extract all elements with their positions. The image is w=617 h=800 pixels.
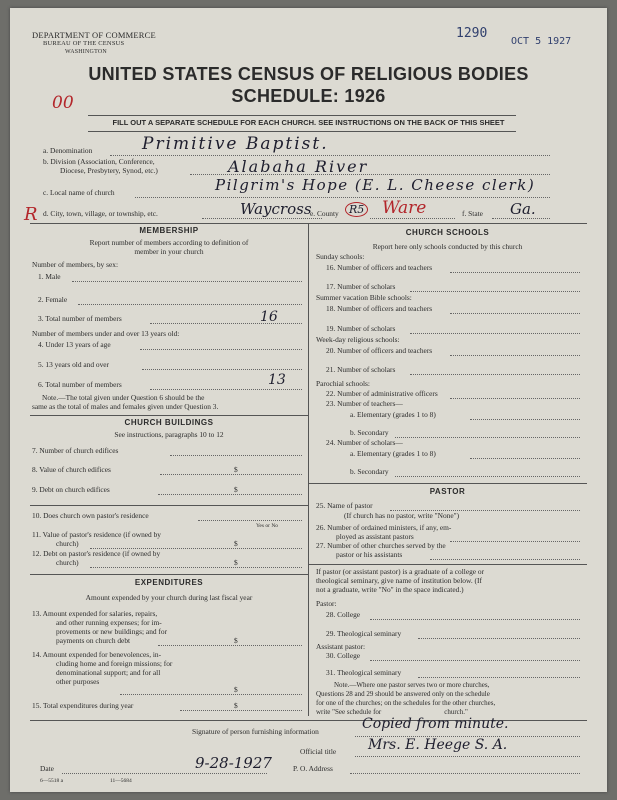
county-value: Ware — [382, 198, 427, 218]
q7-line — [170, 455, 302, 456]
denomination-label: a. Denomination — [43, 146, 93, 155]
q26-line — [450, 541, 580, 542]
pastor-label: Pastor: — [316, 599, 337, 608]
state-value: Ga. — [510, 200, 536, 218]
date-value: 9-28-1927 — [195, 754, 272, 772]
q19: 19. Number of scholars — [326, 324, 396, 333]
q18: 18. Number of officers and teachers — [326, 304, 433, 313]
address-line — [350, 773, 580, 774]
q3-line — [150, 323, 302, 324]
form-schedule: SCHEDULE: 1926 — [231, 86, 386, 106]
q11-line-2: church) — [56, 539, 79, 548]
q9-debt-edifices: 9. Debt on church edifices — [32, 485, 110, 494]
q6-line — [150, 389, 302, 390]
weekday-label: Week-day religious schools: — [316, 335, 400, 344]
q16-line — [450, 272, 580, 273]
county-label: e. County — [310, 209, 339, 218]
q18-line — [450, 313, 580, 314]
q29-line — [418, 638, 580, 639]
q17: 17. Number of scholars — [326, 282, 396, 291]
q31: 31. Theological seminary — [326, 668, 402, 677]
q21: 21. Number of scholars — [326, 365, 396, 374]
city-value: Waycross — [240, 200, 312, 218]
q14-line-1: 14. Amount expended for benevolences, in- — [32, 650, 162, 659]
expenditures-rule — [30, 574, 308, 575]
q4-line — [140, 349, 302, 350]
members-by-sex: Number of members, by sex: — [32, 260, 118, 269]
q27-line-1: 27. Number of other churches served by the — [316, 541, 446, 550]
q10-hint: Yes or No — [256, 523, 279, 529]
membership-intro-1: Report number of members according to definition of — [89, 238, 249, 247]
q30: 30. College — [326, 651, 361, 660]
q29: 29. Theological seminary — [326, 629, 402, 638]
q13-line-3: provements or new buildings; and for — [56, 627, 168, 636]
q26-line-1: 26. Number of ordained ministers, if any, em- — [316, 523, 452, 532]
q24: 24. Number of scholars— — [326, 438, 403, 447]
q4-under-13: 4. Under 13 years of age — [38, 340, 111, 349]
q21-line — [410, 374, 580, 375]
schools-title: CHURCH SCHOOLS — [405, 228, 490, 237]
form-number-2: 11—5684 — [110, 778, 132, 784]
q25: 25. Name of pastor — [316, 501, 373, 510]
q23b: b. Secondary — [350, 428, 389, 437]
membership-title: MEMBERSHIP — [139, 226, 199, 235]
q13-line-4: payments on church debt — [56, 636, 131, 645]
q5-13-over: 5. 13 years old and over — [38, 360, 110, 369]
q17-line — [410, 291, 580, 292]
pastor-note-3: for one of the churches; on the schedules for the other churches, — [316, 699, 496, 707]
q23b-line — [395, 437, 580, 438]
q23: 23. Number of teachers— — [326, 399, 403, 408]
membership-note-2: same as the total of males and females given under Question 3. — [32, 402, 219, 411]
q13-line — [158, 645, 302, 646]
q14-line-4: other purposes — [56, 677, 100, 686]
q22-line — [450, 398, 580, 399]
q25-hint: (If church has no pastor, write "None") — [344, 511, 460, 520]
division-label-1: b. Division (Association, Conference, — [43, 157, 155, 166]
q12-line — [90, 567, 302, 568]
pastor-note-4: write "See schedule for church." — [316, 708, 468, 716]
q7-edifices: 7. Number of church edifices — [32, 446, 119, 455]
q14-line-2: cluding home and foreign missions; for — [56, 659, 173, 668]
grid-center-rule — [308, 223, 309, 716]
q13-dollar: $ — [234, 636, 238, 645]
q14-line-3: denominational support; and for all — [56, 668, 161, 677]
q14-dollar: $ — [234, 685, 238, 694]
q1-male: 1. Male — [38, 272, 61, 281]
buildings-sub-rule — [30, 505, 308, 506]
form-instruction: FILL OUT A SEPARATE SCHEDULE FOR EACH CHURCH. SEE INSTRUCTIONS ON THE BACK OF THIS SHEET — [112, 118, 505, 127]
grad-line-3: not a graduate, write "No" in the space indicated.) — [316, 585, 464, 594]
q3-value: 16 — [260, 309, 278, 325]
dept-name: DEPARTMENT OF COMMERCE — [32, 30, 156, 40]
q12-line-2: church) — [56, 558, 79, 567]
age-intro: Number of members under and over 13 years old: — [32, 329, 180, 338]
division-label-2: Diocese, Presbytery, Synod, etc.) — [60, 166, 158, 175]
membership-note-1: Note.—The total given under Question 6 should be the — [42, 393, 205, 402]
q13-line-2: and other running expenses; for im- — [56, 618, 162, 627]
date-line — [62, 773, 267, 774]
local-name-label: c. Local name of church — [43, 188, 115, 197]
signature-value: Copied from minute. — [362, 716, 509, 732]
q9-dollar: $ — [234, 485, 238, 494]
q11-line-1: 11. Value of pastor's residence (if owned by — [32, 530, 161, 539]
denomination-line — [110, 155, 550, 156]
official-title-line — [355, 756, 580, 757]
q23a: a. Elementary (grades 1 to 8) — [350, 410, 436, 419]
official-title-label: Official title — [300, 747, 337, 756]
county-circled-mark: R5 — [345, 202, 368, 217]
q27-line-2: pastor or his assistants — [336, 550, 403, 559]
pastor-rule — [308, 483, 587, 484]
q11-dollar: $ — [234, 539, 238, 548]
bureau-city: WASHINGTON — [65, 49, 107, 55]
city-line — [202, 218, 322, 219]
header-rule-bottom — [88, 131, 516, 132]
buildings-title: CHURCH BUILDINGS — [124, 418, 214, 427]
q23a-line — [470, 419, 580, 420]
schools-intro: Report here only schools conducted by this church — [372, 242, 523, 251]
q8-value-edifices: 8. Value of church edifices — [32, 465, 111, 474]
received-number-stamp: 1290 — [456, 26, 488, 41]
q8-line — [160, 474, 302, 475]
asst-label: Assistant pastor: — [316, 642, 366, 651]
q15-line — [180, 710, 302, 711]
q30-line — [370, 660, 580, 661]
q26-line-2: ployed as assistant pastors — [336, 532, 414, 541]
q27-line — [430, 559, 580, 560]
q19-line — [410, 333, 580, 334]
membership-intro-2: member in your church — [134, 247, 204, 256]
sunday-label: Sunday schools: — [316, 252, 365, 261]
expenditures-intro: Amount expended by your church during last fiscal year — [85, 593, 253, 602]
header-rule-top — [88, 115, 516, 116]
q6-total: 6. Total number of members — [38, 380, 122, 389]
parochial-label: Parochial schools: — [316, 379, 370, 388]
q2-female: 2. Female — [38, 295, 68, 304]
city-label: d. City, town, village, or township, etc. — [43, 209, 158, 218]
q12-dollar: $ — [234, 558, 238, 567]
local-name-value: Pilgrim's Hope (E. L. Cheese clerk) — [215, 176, 536, 194]
pastor-note-2: Questions 28 and 29 should be answered only on the schedule — [316, 690, 490, 698]
q24b: b. Secondary — [350, 467, 389, 476]
q20: 20. Number of officers and teachers — [326, 346, 433, 355]
denomination-value: Primitive Baptist. — [142, 134, 329, 154]
grad-line-1: If pastor (or assistant pastor) is a graduate of a college or — [316, 567, 485, 576]
pastor-sub-rule — [308, 564, 587, 565]
q3-total: 3. Total number of members — [38, 314, 122, 323]
form-number: 6—5518 a — [40, 778, 64, 784]
margin-red-mark: R — [24, 204, 38, 225]
grad-line-2: theological seminary, give name of institution below. (If — [316, 576, 482, 585]
county-line — [370, 218, 455, 219]
q9-line — [158, 494, 302, 495]
q24b-line — [395, 476, 580, 477]
q14-line — [120, 694, 302, 695]
q1-line — [72, 281, 302, 282]
q22: 22. Number of administrative officers — [326, 389, 438, 398]
q2-line — [78, 304, 302, 305]
q16: 16. Number of officers and teachers — [326, 263, 433, 272]
q5-line — [142, 369, 302, 370]
q6-value: 13 — [268, 372, 286, 388]
q20-line — [450, 355, 580, 356]
census-form-sheet — [10, 8, 607, 792]
state-label: f. State — [462, 209, 483, 218]
q31-line — [418, 677, 580, 678]
summer-label: Summer vacation Bible schools: — [316, 293, 412, 302]
buildings-sub: See instructions, paragraphs 10 to 12 — [114, 430, 224, 439]
address-label: P. O. Address — [293, 764, 333, 773]
q12-line-1: 12. Debt on pastor's residence (if owned by — [32, 549, 161, 558]
q15-total: 15. Total expenditures during year — [32, 701, 134, 710]
pastor-title: PASTOR — [429, 487, 466, 496]
signature-label: Signature of person furnishing information — [192, 727, 319, 736]
q24a-line — [470, 458, 580, 459]
q24a: a. Elementary (grades 1 to 8) — [350, 449, 436, 458]
pastor-note-1: Note.—Where one pastor serves two or more churches, — [334, 681, 490, 689]
date-label: Date — [40, 764, 54, 773]
q10-residence: 10. Does church own pastor's residence — [32, 511, 149, 520]
red-code-mark: 00 — [52, 93, 74, 113]
q8-dollar: $ — [234, 465, 238, 474]
expenditures-title: EXPENDITURES — [134, 578, 204, 587]
state-line — [492, 218, 550, 219]
official-title-value: Mrs. E. Heege S. A. — [368, 737, 508, 753]
q15-dollar: $ — [234, 701, 238, 710]
q13-line-1: 13. Amount expended for salaries, repairs, — [32, 609, 158, 618]
form-title: UNITED STATES CENSUS OF RELIGIOUS BODIES — [88, 64, 529, 84]
division-value: Alabaha River — [228, 157, 369, 176]
bureau-name: BUREAU OF THE CENSUS — [43, 40, 125, 47]
local-name-line — [135, 197, 550, 198]
buildings-rule — [30, 415, 308, 416]
q28-line — [370, 619, 580, 620]
q10-line — [198, 520, 302, 521]
received-date-stamp: OCT 5 1927 — [511, 36, 572, 47]
q28: 28. College — [326, 610, 361, 619]
